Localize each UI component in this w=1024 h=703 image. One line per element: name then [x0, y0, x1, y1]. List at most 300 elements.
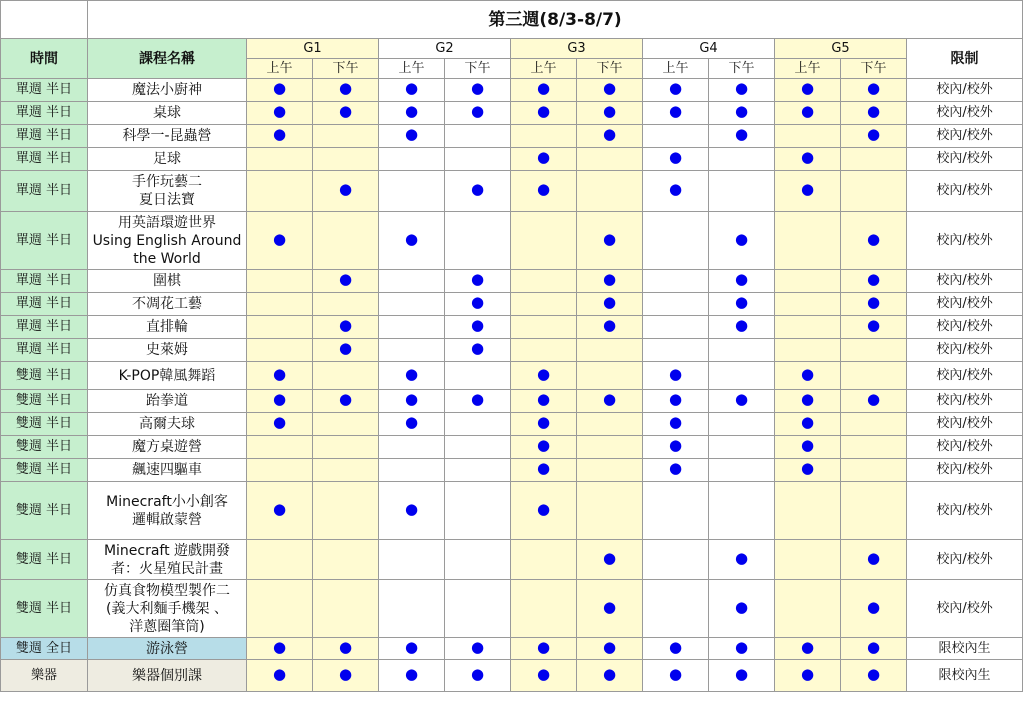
slot-cell-g5-am: [775, 362, 841, 390]
offered-dot-icon: ●: [800, 413, 815, 431]
slot-cell-g5-pm: [841, 270, 907, 293]
slot-cell-g3-am: [511, 79, 577, 102]
slot-cell-g4-am: [643, 362, 709, 390]
slot-cell-g1-am: [247, 316, 313, 339]
offered-dot-icon: ●: [866, 664, 881, 683]
slot-cell-g2-pm: [445, 125, 511, 148]
offered-dot-icon: ●: [800, 637, 815, 656]
slot-cell-g5-pm: [841, 459, 907, 482]
offered-dot-icon: ●: [602, 390, 617, 408]
restriction-cell: 校內/校外: [907, 362, 1023, 390]
offered-dot-icon: ●: [602, 229, 617, 248]
slot-cell-g1-pm: [313, 79, 379, 102]
offered-dot-icon: ●: [536, 637, 551, 656]
slot-cell-g2-pm: [445, 79, 511, 102]
offered-dot-icon: ●: [536, 413, 551, 431]
slot-cell-g3-am: [511, 580, 577, 638]
am-header: 上午: [379, 59, 445, 79]
slot-cell-g1-pm: [313, 148, 379, 171]
course-row: [1, 482, 1023, 540]
session-time-cell: 雙週 半日: [1, 540, 88, 580]
restriction-cell: 校內/校外: [907, 436, 1023, 459]
slot-cell-g3-pm: [577, 362, 643, 390]
offered-dot-icon: ●: [734, 664, 749, 683]
slot-cell-g5-pm: [841, 540, 907, 580]
restriction-cell: 校內/校外: [907, 171, 1023, 212]
slot-cell-g1-am: [247, 171, 313, 212]
offered-dot-icon: ●: [866, 597, 881, 616]
offered-dot-icon: ●: [404, 364, 419, 383]
slot-cell-g4-am: [643, 436, 709, 459]
slot-cell-g3-pm: [577, 660, 643, 692]
course-name-cell: [88, 436, 247, 459]
session-time-cell: 雙週 半日: [1, 362, 88, 390]
slot-cell-g4-pm: [709, 171, 775, 212]
restriction-cell: 限校內生: [907, 638, 1023, 660]
slot-cell-g5-pm: [841, 436, 907, 459]
course-name-cell: [88, 482, 247, 540]
offered-dot-icon: ●: [338, 102, 353, 120]
slot-cell-g4-pm: [709, 580, 775, 638]
course-name-cell: [88, 148, 247, 171]
slot-cell-g5-am: [775, 270, 841, 293]
course-name-header: 課程名稱: [88, 39, 247, 79]
slot-cell-g3-pm: [577, 482, 643, 540]
slot-cell-g5-pm: [841, 339, 907, 362]
offered-dot-icon: ●: [338, 637, 353, 656]
slot-cell-g2-am: [379, 148, 445, 171]
am-header: 上午: [247, 59, 313, 79]
slot-cell-g1-am: [247, 390, 313, 413]
course-row: [1, 79, 1023, 102]
offered-dot-icon: ●: [272, 125, 287, 143]
slot-cell-g3-pm: [577, 293, 643, 316]
session-time-cell: 單週 半日: [1, 102, 88, 125]
slot-cell-g2-am: [379, 482, 445, 540]
am-header: 上午: [643, 59, 709, 79]
offered-dot-icon: ●: [734, 597, 749, 616]
slot-cell-g3-am: [511, 148, 577, 171]
slot-cell-g3-pm: [577, 580, 643, 638]
course-name-line: 手作玩藝二: [132, 174, 202, 190]
pm-header: 下午: [313, 59, 379, 79]
slot-cell-g2-am: [379, 293, 445, 316]
restriction-cell: 校內/校外: [907, 580, 1023, 638]
slot-cell-g4-am: [643, 148, 709, 171]
slot-cell-g2-am: [379, 212, 445, 270]
slot-cell-g4-am: [643, 316, 709, 339]
slot-cell-g4-pm: [709, 413, 775, 436]
slot-cell-g4-pm: [709, 148, 775, 171]
offered-dot-icon: ●: [668, 390, 683, 408]
slot-cell-g2-pm: [445, 413, 511, 436]
course-name-line: 跆拳道: [146, 393, 188, 409]
slot-cell-g3-am: [511, 102, 577, 125]
course-name-cell: [88, 638, 247, 660]
offered-dot-icon: ●: [536, 79, 551, 97]
offered-dot-icon: ●: [272, 637, 287, 656]
offered-dot-icon: ●: [734, 125, 749, 143]
course-name-line: 邏輯啟蒙營: [132, 511, 202, 528]
slot-cell-g2-am: [379, 660, 445, 692]
slot-cell-g1-pm: [313, 270, 379, 293]
slot-cell-g3-pm: [577, 638, 643, 660]
offered-dot-icon: ●: [470, 102, 485, 120]
course-name-cell: [88, 79, 247, 102]
corner-blank-cell: [1, 1, 88, 39]
slot-cell-g1-pm: [313, 436, 379, 459]
offered-dot-icon: ●: [272, 364, 287, 383]
slot-cell-g1-pm: [313, 102, 379, 125]
restriction-cell: 校內/校外: [907, 79, 1023, 102]
course-name-line: 用英語環遊世界: [118, 214, 216, 231]
offered-dot-icon: ●: [734, 79, 749, 97]
slot-cell-g2-am: [379, 79, 445, 102]
session-time-cell: 雙週 半日: [1, 482, 88, 540]
offered-dot-icon: ●: [338, 390, 353, 408]
offered-dot-icon: ●: [602, 79, 617, 97]
slot-cell-g2-pm: [445, 436, 511, 459]
course-name-line: (義大利麵手機架 、: [106, 600, 228, 617]
offered-dot-icon: ●: [668, 102, 683, 120]
session-time-cell: 單週 半日: [1, 171, 88, 212]
offered-dot-icon: ●: [536, 102, 551, 120]
slot-cell-g3-pm: [577, 316, 643, 339]
session-time-cell: 單週 半日: [1, 293, 88, 316]
offered-dot-icon: ●: [602, 597, 617, 616]
course-row: [1, 413, 1023, 436]
course-name-cell: [88, 270, 247, 293]
slot-cell-g5-pm: [841, 212, 907, 270]
group-header-g5: G5: [775, 39, 907, 59]
offered-dot-icon: ●: [338, 664, 353, 683]
offered-dot-icon: ●: [470, 180, 485, 198]
slot-cell-g3-am: [511, 436, 577, 459]
slot-cell-g2-am: [379, 362, 445, 390]
slot-cell-g3-pm: [577, 125, 643, 148]
slot-cell-g4-am: [643, 638, 709, 660]
course-name-line: 魔法小廚神: [132, 82, 202, 98]
offered-dot-icon: ●: [800, 102, 815, 120]
offered-dot-icon: ●: [866, 270, 881, 288]
slot-cell-g3-pm: [577, 270, 643, 293]
slot-cell-g4-pm: [709, 540, 775, 580]
course-name-line: 游泳營: [146, 640, 188, 657]
offered-dot-icon: ●: [536, 499, 551, 518]
slot-cell-g2-pm: [445, 390, 511, 413]
slot-cell-g3-pm: [577, 390, 643, 413]
course-row: [1, 459, 1023, 482]
restriction-cell: 校內/校外: [907, 459, 1023, 482]
course-row: [1, 102, 1023, 125]
slot-cell-g4-am: [643, 459, 709, 482]
slot-cell-g4-am: [643, 413, 709, 436]
offered-dot-icon: ●: [272, 79, 287, 97]
offered-dot-icon: ●: [668, 637, 683, 656]
slot-cell-g3-pm: [577, 212, 643, 270]
course-name-line: the World: [133, 250, 201, 267]
restriction-cell: 校內/校外: [907, 293, 1023, 316]
course-name-cell: [88, 660, 247, 692]
slot-cell-g2-pm: [445, 212, 511, 270]
slot-cell-g3-am: [511, 316, 577, 339]
slot-cell-g4-am: [643, 580, 709, 638]
course-name-line: 魔方桌遊營: [132, 439, 202, 455]
group-header-g1: G1: [247, 39, 379, 59]
slot-cell-g3-pm: [577, 459, 643, 482]
slot-cell-g2-pm: [445, 482, 511, 540]
offered-dot-icon: ●: [734, 637, 749, 656]
slot-cell-g5-am: [775, 171, 841, 212]
slot-cell-g1-am: [247, 580, 313, 638]
slot-cell-g3-am: [511, 339, 577, 362]
offered-dot-icon: ●: [734, 270, 749, 288]
slot-cell-g4-pm: [709, 79, 775, 102]
slot-cell-g4-am: [643, 390, 709, 413]
slot-cell-g1-pm: [313, 638, 379, 660]
slot-cell-g1-pm: [313, 459, 379, 482]
slot-cell-g2-am: [379, 580, 445, 638]
offered-dot-icon: ●: [866, 548, 881, 567]
slot-cell-g3-pm: [577, 102, 643, 125]
slot-cell-g3-pm: [577, 339, 643, 362]
session-time-cell: 單週 半日: [1, 79, 88, 102]
slot-cell-g4-pm: [709, 482, 775, 540]
session-time-cell: 樂器: [1, 660, 88, 692]
slot-cell-g1-pm: [313, 660, 379, 692]
restriction-cell: 校內/校外: [907, 482, 1023, 540]
restriction-cell: 校內/校外: [907, 212, 1023, 270]
slot-cell-g3-am: [511, 390, 577, 413]
slot-cell-g4-am: [643, 270, 709, 293]
offered-dot-icon: ●: [800, 364, 815, 383]
slot-cell-g5-am: [775, 339, 841, 362]
pm-header: 下午: [445, 59, 511, 79]
slot-cell-g1-pm: [313, 362, 379, 390]
slot-cell-g4-pm: [709, 125, 775, 148]
am-header: 上午: [511, 59, 577, 79]
session-time-cell: 雙週 半日: [1, 413, 88, 436]
offered-dot-icon: ●: [668, 664, 683, 683]
slot-cell-g4-am: [643, 482, 709, 540]
course-name-cell: [88, 413, 247, 436]
offered-dot-icon: ●: [668, 413, 683, 431]
am-header: 上午: [775, 59, 841, 79]
session-time-cell: 單週 半日: [1, 270, 88, 293]
offered-dot-icon: ●: [272, 413, 287, 431]
offered-dot-icon: ●: [536, 664, 551, 683]
offered-dot-icon: ●: [866, 79, 881, 97]
slot-cell-g5-pm: [841, 102, 907, 125]
slot-cell-g4-pm: [709, 436, 775, 459]
slot-cell-g2-pm: [445, 580, 511, 638]
course-row: [1, 436, 1023, 459]
session-time-cell: 雙週 全日: [1, 638, 88, 660]
slot-cell-g5-pm: [841, 638, 907, 660]
slot-cell-g4-pm: [709, 638, 775, 660]
slot-cell-g5-am: [775, 125, 841, 148]
slot-cell-g2-am: [379, 102, 445, 125]
slot-cell-g5-pm: [841, 482, 907, 540]
offered-dot-icon: ●: [536, 148, 551, 166]
slot-cell-g3-am: [511, 459, 577, 482]
offered-dot-icon: ●: [866, 637, 881, 656]
slot-cell-g4-pm: [709, 390, 775, 413]
offered-dot-icon: ●: [404, 664, 419, 683]
course-name-line: K-POP韓風舞蹈: [118, 367, 216, 384]
slot-cell-g2-pm: [445, 270, 511, 293]
course-name-cell: [88, 459, 247, 482]
slot-cell-g5-am: [775, 148, 841, 171]
slot-cell-g3-am: [511, 413, 577, 436]
offered-dot-icon: ●: [404, 390, 419, 408]
slot-cell-g4-pm: [709, 362, 775, 390]
slot-cell-g5-pm: [841, 125, 907, 148]
offered-dot-icon: ●: [338, 316, 353, 334]
offered-dot-icon: ●: [404, 637, 419, 656]
slot-cell-g4-pm: [709, 316, 775, 339]
offered-dot-icon: ●: [866, 390, 881, 408]
slot-cell-g3-pm: [577, 413, 643, 436]
slot-cell-g2-am: [379, 459, 445, 482]
course-name-line: 科學一-昆蟲營: [122, 128, 212, 144]
slot-cell-g5-pm: [841, 362, 907, 390]
course-row: [1, 660, 1023, 692]
slot-cell-g4-am: [643, 102, 709, 125]
offered-dot-icon: ●: [470, 637, 485, 656]
course-row: [1, 638, 1023, 660]
slot-cell-g2-am: [379, 390, 445, 413]
course-name-cell: [88, 339, 247, 362]
slot-cell-g5-am: [775, 638, 841, 660]
course-row: [1, 148, 1023, 171]
slot-cell-g5-pm: [841, 79, 907, 102]
slot-cell-g1-am: [247, 459, 313, 482]
slot-cell-g5-pm: [841, 148, 907, 171]
offered-dot-icon: ●: [602, 270, 617, 288]
slot-cell-g4-pm: [709, 270, 775, 293]
slot-cell-g3-am: [511, 540, 577, 580]
offered-dot-icon: ●: [272, 229, 287, 248]
offered-dot-icon: ●: [800, 390, 815, 408]
offered-dot-icon: ●: [734, 390, 749, 408]
offered-dot-icon: ●: [536, 459, 551, 477]
slot-cell-g2-pm: [445, 316, 511, 339]
slot-cell-g4-pm: [709, 293, 775, 316]
pm-header: 下午: [577, 59, 643, 79]
slot-cell-g2-pm: [445, 171, 511, 212]
slot-cell-g1-am: [247, 436, 313, 459]
session-time-cell: 雙週 半日: [1, 459, 88, 482]
offered-dot-icon: ●: [470, 664, 485, 683]
course-name-cell: [88, 316, 247, 339]
slot-cell-g2-am: [379, 316, 445, 339]
slot-cell-g1-pm: [313, 316, 379, 339]
offered-dot-icon: ●: [668, 436, 683, 454]
offered-dot-icon: ●: [470, 390, 485, 408]
offered-dot-icon: ●: [602, 637, 617, 656]
offered-dot-icon: ●: [272, 390, 287, 408]
offered-dot-icon: ●: [866, 229, 881, 248]
session-time-cell: 雙週 半日: [1, 390, 88, 413]
course-row: [1, 540, 1023, 580]
offered-dot-icon: ●: [602, 102, 617, 120]
offered-dot-icon: ●: [470, 270, 485, 288]
offered-dot-icon: ●: [602, 293, 617, 311]
slot-cell-g2-pm: [445, 459, 511, 482]
slot-cell-g2-am: [379, 638, 445, 660]
slot-cell-g3-am: [511, 212, 577, 270]
offered-dot-icon: ●: [668, 148, 683, 166]
course-name-line: 樂器個別課: [132, 667, 202, 684]
offered-dot-icon: ●: [734, 316, 749, 334]
group-header-g2: G2: [379, 39, 511, 59]
slot-cell-g5-am: [775, 212, 841, 270]
offered-dot-icon: ●: [800, 436, 815, 454]
course-name-line: 洋蔥圈筆筒): [129, 618, 205, 635]
offered-dot-icon: ●: [470, 316, 485, 334]
course-name-cell: [88, 125, 247, 148]
offered-dot-icon: ●: [866, 316, 881, 334]
slot-cell-g2-pm: [445, 362, 511, 390]
slot-cell-g5-pm: [841, 660, 907, 692]
slot-cell-g1-am: [247, 413, 313, 436]
course-name-line: 者：火星殖民計畫: [111, 560, 223, 577]
slot-cell-g1-am: [247, 638, 313, 660]
restriction-cell: 校內/校外: [907, 413, 1023, 436]
course-name-line: Using English Around: [92, 232, 242, 249]
offered-dot-icon: ●: [272, 102, 287, 120]
session-time-cell: 雙週 半日: [1, 580, 88, 638]
restriction-cell: 校內/校外: [907, 339, 1023, 362]
restriction-cell: 校內/校外: [907, 148, 1023, 171]
restriction-cell: 校內/校外: [907, 102, 1023, 125]
offered-dot-icon: ●: [800, 459, 815, 477]
slot-cell-g2-am: [379, 413, 445, 436]
slot-cell-g4-am: [643, 79, 709, 102]
offered-dot-icon: ●: [668, 79, 683, 97]
offered-dot-icon: ●: [404, 125, 419, 143]
slot-cell-g1-pm: [313, 580, 379, 638]
course-name-line: 直排輪: [146, 319, 188, 335]
slot-cell-g1-pm: [313, 540, 379, 580]
slot-cell-g1-pm: [313, 171, 379, 212]
slot-cell-g2-am: [379, 270, 445, 293]
course-row: [1, 293, 1023, 316]
slot-cell-g2-am: [379, 125, 445, 148]
restriction-cell: 校內/校外: [907, 316, 1023, 339]
slot-cell-g2-pm: [445, 102, 511, 125]
time-header: 時間: [1, 39, 88, 79]
offered-dot-icon: ●: [866, 293, 881, 311]
course-name-cell: [88, 102, 247, 125]
slot-cell-g4-am: [643, 212, 709, 270]
slot-cell-g1-am: [247, 293, 313, 316]
offered-dot-icon: ●: [734, 229, 749, 248]
slot-cell-g1-am: [247, 482, 313, 540]
slot-cell-g5-am: [775, 79, 841, 102]
offered-dot-icon: ●: [272, 664, 287, 683]
session-time-cell: 單週 半日: [1, 316, 88, 339]
offered-dot-icon: ●: [272, 499, 287, 518]
offered-dot-icon: ●: [470, 293, 485, 311]
slot-cell-g2-am: [379, 540, 445, 580]
slot-cell-g5-am: [775, 436, 841, 459]
course-row: [1, 390, 1023, 413]
course-name-line: 足球: [153, 151, 181, 167]
course-name-line: 飆速四驅車: [132, 462, 202, 478]
course-row: [1, 125, 1023, 148]
